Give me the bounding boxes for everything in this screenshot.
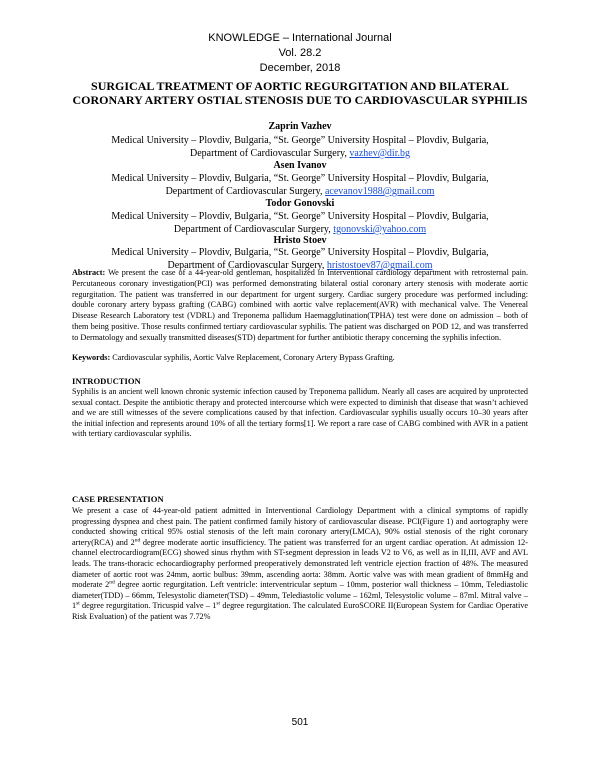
introduction-paragraph: Syphilis is an ancient well known chronic systemic infection caused by Treponema pallidum. Nearly all cases are acquired by unprotected sexual contact. Despite the antibiotic therapy and protected intercourse which were expected to diminish that disease that wasn’t achieved and we are still witnesses of the severe complications caused by that infection. Cardiovascular syphilis usually occurs 10–30 years after the initial infection and represents around 10% of all the tertiary forms[1]. We report a rare case of CABG combined with AVR in a patient with tertiary cardiovascular syphilis. <box>72 387 528 439</box>
department-text: Department of Cardiovascular Surgery, <box>167 260 327 271</box>
ordinal-superscript: st <box>76 600 80 607</box>
keywords-label: Keywords: <box>72 353 111 362</box>
keywords-text: Cardiovascular syphilis, Aortic Valve Replacement, Coronary Artery Bypass Grafting. <box>110 353 395 362</box>
section-heading-introduction: INTRODUCTION <box>72 376 141 386</box>
author-email-link[interactable]: vazhev@dir.bg <box>349 148 410 159</box>
author-name: Zaprin Vazhev <box>268 121 332 132</box>
journal-name: KNOWLEDGE – International Journal <box>208 32 392 44</box>
affiliation-line: Medical University – Plovdiv, Bulgaria, “St. George” University Hospital – Plovdiv, Bulgaria, <box>111 211 489 222</box>
department-text: Department of Cardiovascular Surgery, <box>165 186 325 197</box>
case-text-part: degree aortic regurgitation. Left ventricle: interventricular septum – 10mm, posterior wall thickness – 10mm, Telediastolic diameter(TDD) – 66mm, Telesystolic diameter(TSD) – 49mm, Telediastolic volume – 162ml, Telesystolic volume – 87ml. Mitral valve – 1 <box>72 580 528 611</box>
author-email-link[interactable]: acevanov1988@gmail.com <box>324 186 435 197</box>
case-text-part: degree regurgitation. Tricuspid valve – 1 <box>79 601 217 611</box>
paper-title: SURGICAL TREATMENT OF AORTIC REGURGITATION AND BILATERAL CORONARY ARTERY OSTIAL STENOSIS DUE TO CARDIOVASCULAR SYPHILIS <box>72 79 528 107</box>
journal-date: December, 2018 <box>259 62 341 74</box>
department-text: Department of Cardiovascular Surgery, <box>190 148 350 159</box>
author-affiliation <box>60 172 540 198</box>
keywords <box>72 353 528 364</box>
ordinal-superscript: nd <box>109 579 115 586</box>
case-text-part: We present a case of 44-year-old patient admitted in Interventional Cardiology Department with a clinical symptoms of rapidly progressing dyspnea and chest pain. The patient confirmed family history of cardiovascular disease. PCI(Figure 1) and aortography were conducted showing critical 95% ostial stenosis of the left main coronary artery(LMCA), 90% ostial stenosis of the right coronary artery(RCA) and 2 <box>72 506 528 547</box>
author-affiliation <box>60 134 540 160</box>
affiliation-line: Medical University – Plovdiv, Bulgaria, “St. George” University Hospital – Plovdiv, Bulgaria, <box>111 173 489 184</box>
page-number: 501 <box>291 717 309 728</box>
ordinal-superscript: nd <box>134 537 141 544</box>
affiliation-line: Medical University – Plovdiv, Bulgaria, “St. George” University Hospital – Plovdiv, Bulgaria, <box>111 135 489 146</box>
author-email-link[interactable]: hristostoev87@gmail.com <box>326 260 433 271</box>
abstract-text: We present the case of a 44-year-old gentleman, hospitalized in Interventional cardiology department with retrosternal pain. Percutaneous coronary investigation(PCI) was performed demonstrating bilateral ostial coronary artery stenosis with moderate aortic regurgitation. The patient was transferred in our department for urgent surgery. Cardiac surgery procedure was performed including: double coronary artery bypass grafting (CABG) combined with aortic valve replacement(AVR) with mechanical valve. The Venereal Disease Research Laboratory test (VDRL) and Treponema pallidum Haemagglutination(TPHA) test were done on admission – both of them being positive. Those results confirmed tertiary cardiovascular syphilis. The patient was discharged on POD 12, and was transferred to Dermatology and sexually transmitted diseases(STD) department for further antibiotic therapy concerning the syphilis infection. <box>72 268 528 342</box>
department-line <box>60 147 540 160</box>
author-name: Todor Gonovski <box>265 198 335 209</box>
section-heading-case-presentation: CASE PRESENTATION <box>72 494 164 504</box>
abstract-label: Abstract: <box>72 268 106 277</box>
case-paragraph <box>72 506 528 623</box>
abstract <box>72 268 528 344</box>
journal-volume: Vol. 28.2 <box>278 47 322 59</box>
author-name: Hristo Stoev <box>273 235 327 246</box>
department-text: Department of Cardiovascular Surgery, <box>173 224 334 235</box>
affiliation-line: Medical University – Plovdiv, Bulgaria, “St. George” University Hospital – Plovdiv, Bulgaria, <box>111 247 489 258</box>
case-text-part: degree regurgitation. The calculated EuroSCORE II(European System for Cardiac Operative Risk Evaluation) of the patient was 7.72% <box>72 601 528 621</box>
case-text-part: degree moderate aortic insufficiency. The patient was transferred for an urgent cardiac operation. At admission 12-channel electrocardiogram(ECG) showed sinus rhythm with ST-segment depression in leads V2 to V6, as well as in II,III, AVF and AVL leads. The trans-thoracic echocardiography performed preoperatively demonstrated left ventricle ejection fraction of 48%. The measured diameter of aortic root was 24mm, aortic bulbus: 39mm, ascending aorta: 38mm. Aortic valve was with mean gradient of 8mmHg and moderate 2 <box>72 537 528 590</box>
author-affiliation <box>60 210 540 236</box>
department-line <box>60 185 540 198</box>
author-name: Asen Ivanov <box>273 160 327 171</box>
ordinal-superscript: st <box>216 600 221 607</box>
author-email-link[interactable]: tgonovski@yahoo.com <box>333 224 427 235</box>
